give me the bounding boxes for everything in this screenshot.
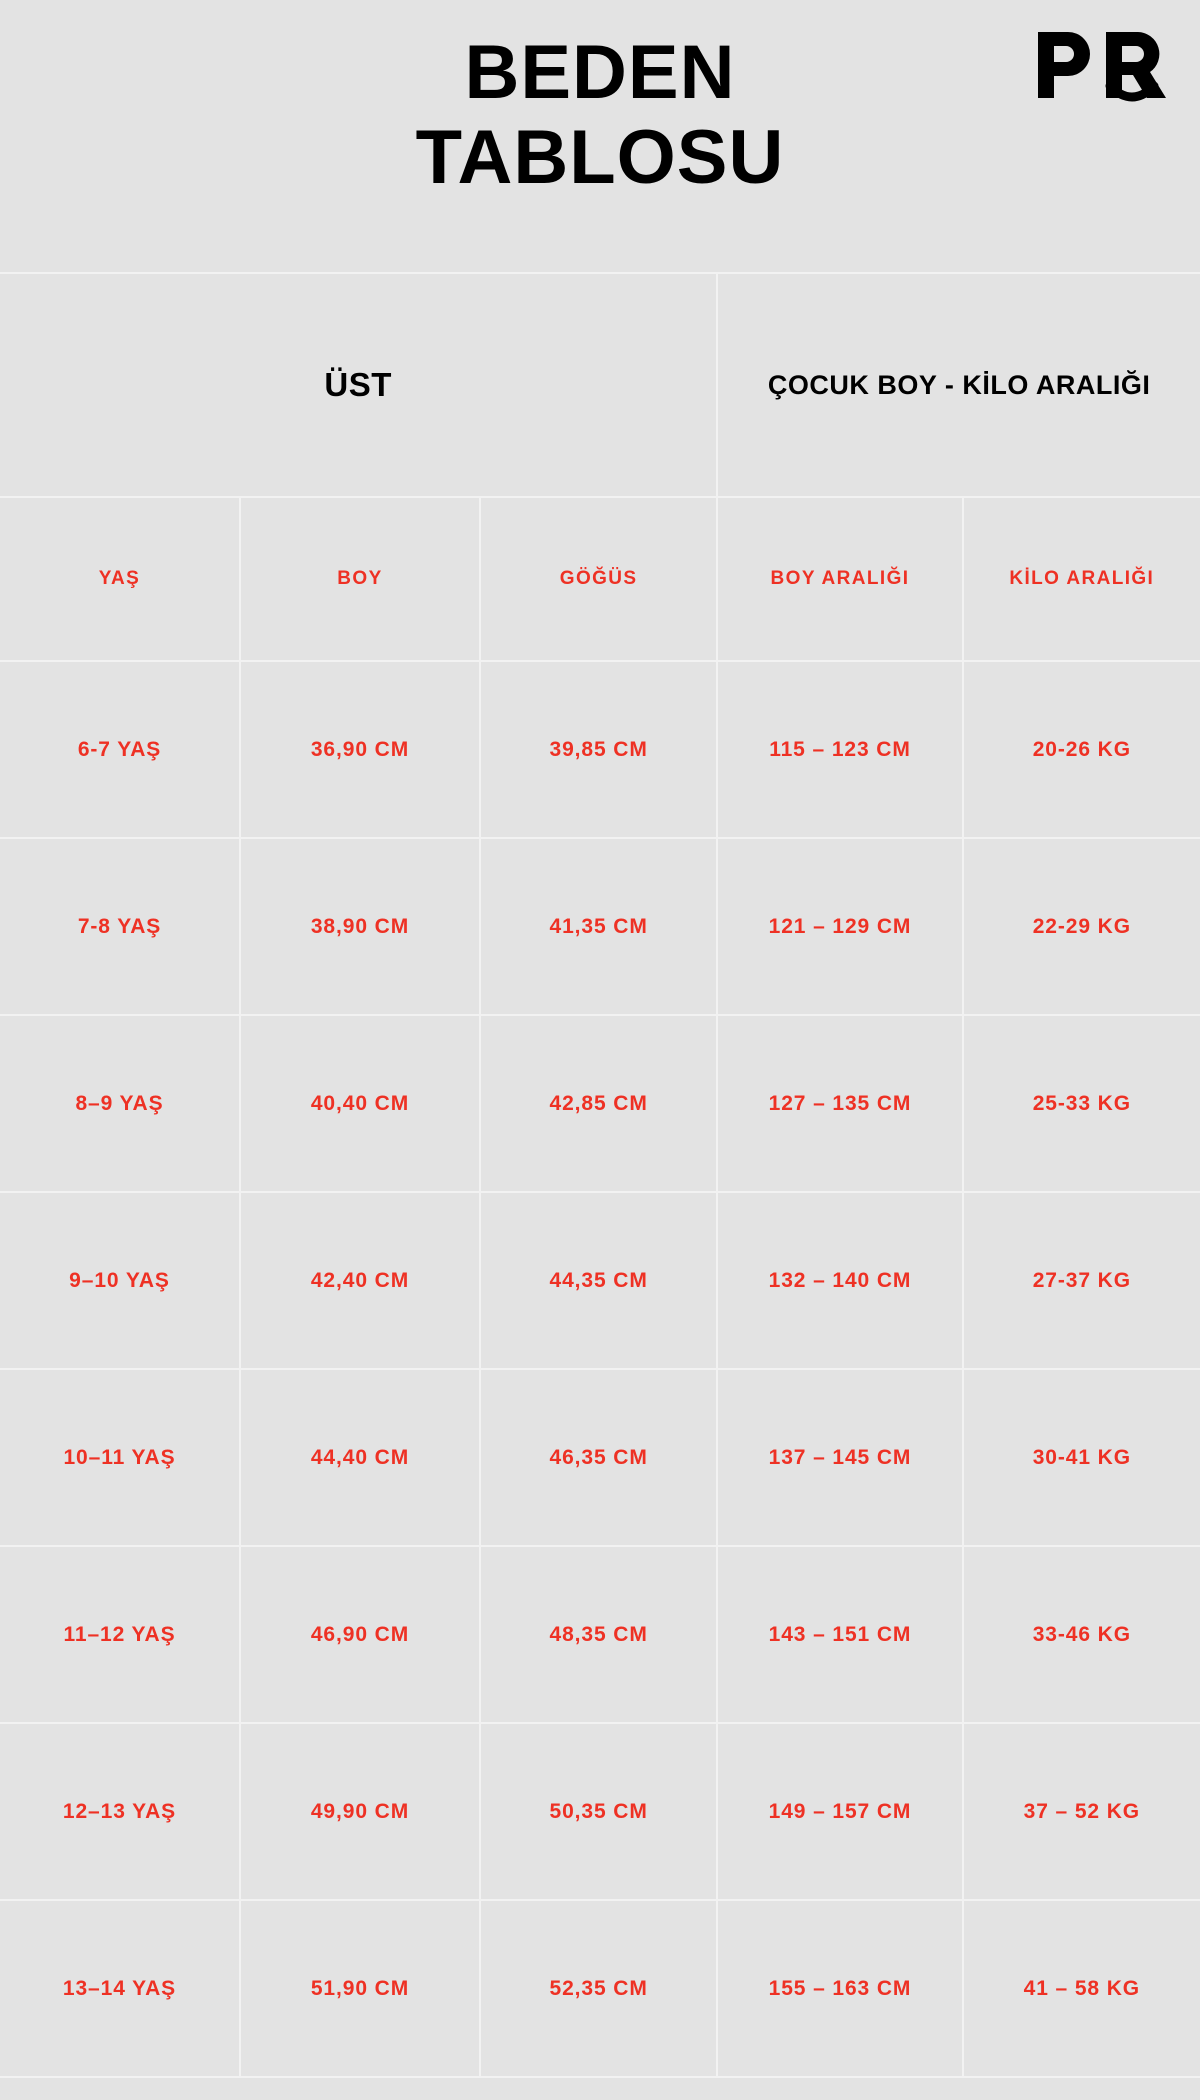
cell-chest: 44,35 CM: [480, 1192, 717, 1369]
column-header-kilo-araligi: KİLO ARALIĞI: [963, 497, 1200, 661]
page-title-line-1: BEDEN: [464, 30, 736, 115]
cell-weight-range: 41 – 58 KG: [963, 1900, 1200, 2077]
cell-weight-range: 27-37 KG: [963, 1192, 1200, 1369]
page-title: [0, 30, 1200, 200]
column-header-boy: BOY: [240, 497, 480, 661]
page-header: [0, 0, 1200, 262]
cell-weight-range: 22-29 KG: [963, 838, 1200, 1015]
cell-chest: 39,85 CM: [480, 661, 717, 838]
cell-age: 6-7 YAŞ: [0, 661, 240, 838]
table-row: [0, 661, 1200, 838]
cell-height: 42,40 CM: [240, 1192, 480, 1369]
cell-height: 44,40 CM: [240, 1369, 480, 1546]
table-row: [0, 1369, 1200, 1546]
table-column-header-row: [0, 497, 1200, 661]
column-header-yas: YAŞ: [0, 497, 240, 661]
cell-chest: 41,35 CM: [480, 838, 717, 1015]
cell-height-range: 149 – 157 CM: [717, 1723, 962, 1900]
cell-height: 40,40 CM: [240, 1015, 480, 1192]
column-header-gogus: GÖĞÜS: [480, 497, 717, 661]
column-header-boy-araligi: BOY ARALIĞI: [717, 497, 962, 661]
cell-height-range: 137 – 145 CM: [717, 1369, 962, 1546]
cell-height-range: 121 – 129 CM: [717, 838, 962, 1015]
cell-age: 10–11 YAŞ: [0, 1369, 240, 1546]
cell-age: 12–13 YAŞ: [0, 1723, 240, 1900]
cell-age: 13–14 YAŞ: [0, 1900, 240, 2077]
cell-weight-range: 37 – 52 KG: [963, 1723, 1200, 1900]
table-row: [0, 1192, 1200, 1369]
cell-age: 8–9 YAŞ: [0, 1015, 240, 1192]
size-table: [0, 272, 1200, 2078]
cell-height: 46,90 CM: [240, 1546, 480, 1723]
cell-height: 51,90 CM: [240, 1900, 480, 2077]
table-group-header-row: [0, 273, 1200, 497]
table-row: [0, 838, 1200, 1015]
cell-chest: 50,35 CM: [480, 1723, 717, 1900]
cell-height: 36,90 CM: [240, 661, 480, 838]
cell-height-range: 143 – 151 CM: [717, 1546, 962, 1723]
pr-logo-icon: [1032, 26, 1172, 106]
page-title-line-2: TABLOSU: [415, 115, 785, 201]
cell-age: 11–12 YAŞ: [0, 1546, 240, 1723]
table-row: [0, 1015, 1200, 1192]
cell-chest: 46,35 CM: [480, 1369, 717, 1546]
cell-chest: 52,35 CM: [480, 1900, 717, 2077]
cell-chest: 48,35 CM: [480, 1546, 717, 1723]
cell-chest: 42,85 CM: [480, 1015, 717, 1192]
cell-height: 49,90 CM: [240, 1723, 480, 1900]
group-header-cocuk-boy-kilo: ÇOCUK BOY - KİLO ARALIĞI: [717, 273, 1200, 497]
cell-height: 38,90 CM: [240, 838, 480, 1015]
cell-age: 9–10 YAŞ: [0, 1192, 240, 1369]
cell-height-range: 132 – 140 CM: [717, 1192, 962, 1369]
cell-age: 7-8 YAŞ: [0, 838, 240, 1015]
table-row: [0, 1546, 1200, 1723]
table-row: [0, 1723, 1200, 1900]
cell-weight-range: 25-33 KG: [963, 1015, 1200, 1192]
table-row: [0, 1900, 1200, 2077]
group-header-ust: ÜST: [0, 273, 717, 497]
cell-height-range: 155 – 163 CM: [717, 1900, 962, 2077]
cell-height-range: 115 – 123 CM: [717, 661, 962, 838]
cell-weight-range: 30-41 KG: [963, 1369, 1200, 1546]
cell-weight-range: 33-46 KG: [963, 1546, 1200, 1723]
cell-height-range: 127 – 135 CM: [717, 1015, 962, 1192]
cell-weight-range: 20-26 KG: [963, 661, 1200, 838]
